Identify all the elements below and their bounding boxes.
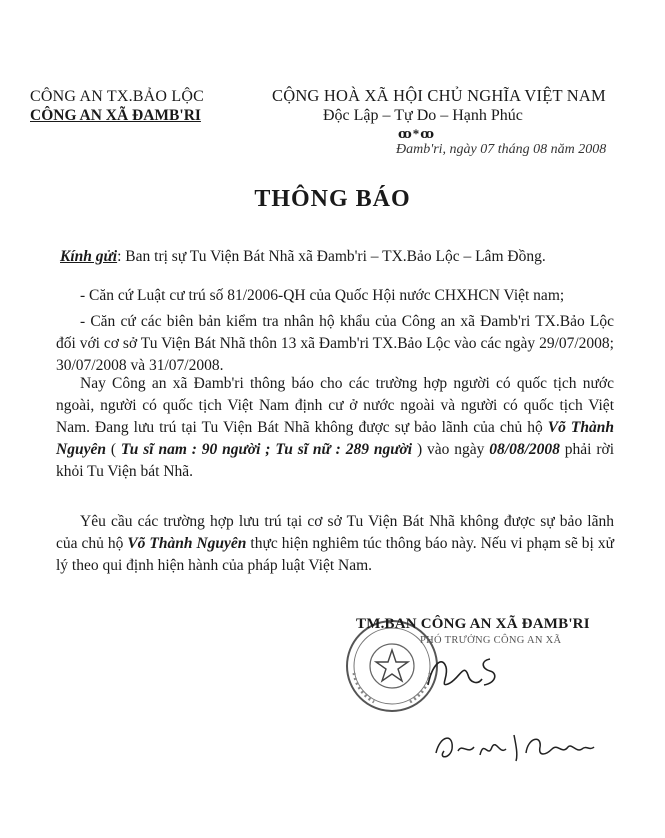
recipient-line bbox=[60, 246, 630, 268]
main-text-3: ) vào ngày bbox=[412, 441, 490, 458]
deadline-date: 08/08/2008 bbox=[489, 441, 560, 458]
legal-basis-1: - Căn cứ Luật cư trú số 81/2006-QH của Quốc Hội nước CHXHCN Việt nam; bbox=[80, 287, 565, 304]
main-text-1: Nay Công an xã Đamb'ri thông báo cho các trường hợp người có quốc tịch nước ngoài, người có quốc tịch Việt Nam định cư ở nước ngoài và người có quốc tịch Việt Nam. Đang lưu trú tại Tu Viện Bát Nhã không được sự bảo lãnh của chủ hộ bbox=[56, 375, 614, 436]
request-householder-name: Võ Thành Nguyên bbox=[127, 535, 247, 552]
legal-basis-2: - Căn cứ các biên bản kiểm tra nhân hộ khẩu của Công an xã Đamb'ri TX.Bảo Lộc đối với cơ sở Tu Viện Bát Nhã thôn 13 xã Đamb'ri TX.Bảo Lộc vào các ngày 29/07/2008; 30/07/2008 và 31/07/2008. bbox=[56, 313, 614, 374]
nation-heading: CỘNG HOÀ XÃ HỘI CHỦ NGHĨA VIỆT NAM bbox=[272, 86, 606, 105]
signer-position: PHÓ TRƯỞNG CÔNG AN XÃ bbox=[420, 635, 562, 646]
handwritten-signature bbox=[420, 645, 510, 700]
document-title: THÔNG BÁO bbox=[254, 186, 411, 212]
recipient-text: : Ban trị sự Tu Viện Bát Nhã xã Đamb'ri – TX.Bảo Lộc – Lâm Đồng. bbox=[117, 248, 546, 265]
issuer-parent: CÔNG AN TX.BẢO LỘC bbox=[30, 88, 204, 105]
main-text-2: ( bbox=[105, 441, 121, 458]
issuer: CÔNG AN XÃ ĐAMB'RI bbox=[30, 107, 201, 124]
request-text-1: Yêu cầu các trường hợp lưu trú tại cơ sở Tu Viện Bát Nhã không được sự bảo lãnh của chủ hộ bbox=[56, 513, 614, 552]
signature-heading: TM.BAN CÔNG AN XÃ ĐAMB'RI bbox=[356, 616, 590, 632]
main-text-4: phải rời khỏi Tu Viện bát Nhã. bbox=[56, 441, 614, 480]
request-paragraph bbox=[56, 511, 614, 577]
ornament: ꝏ*ꝏ bbox=[398, 126, 436, 141]
householder-name: Võ Thành Nguyên bbox=[56, 419, 614, 458]
request-text-2: thực hiện nghiêm túc thông báo này. Nếu vi phạm sẽ bị xử lý theo qui định hiện hành của pháp luật Việt Nam. bbox=[56, 535, 614, 574]
monk-counts: Tu sĩ nam : 90 người ; Tu sĩ nữ : 289 người bbox=[120, 441, 413, 458]
recipient-label: Kính gửi bbox=[60, 248, 118, 265]
signer-name-handwritten bbox=[430, 725, 600, 770]
national-motto: Độc Lập – Tự Do – Hạnh Phúc bbox=[323, 107, 523, 124]
main-paragraph bbox=[56, 373, 614, 483]
document-date: Đamb'ri, ngày 07 tháng 08 năm 2008 bbox=[396, 142, 607, 157]
